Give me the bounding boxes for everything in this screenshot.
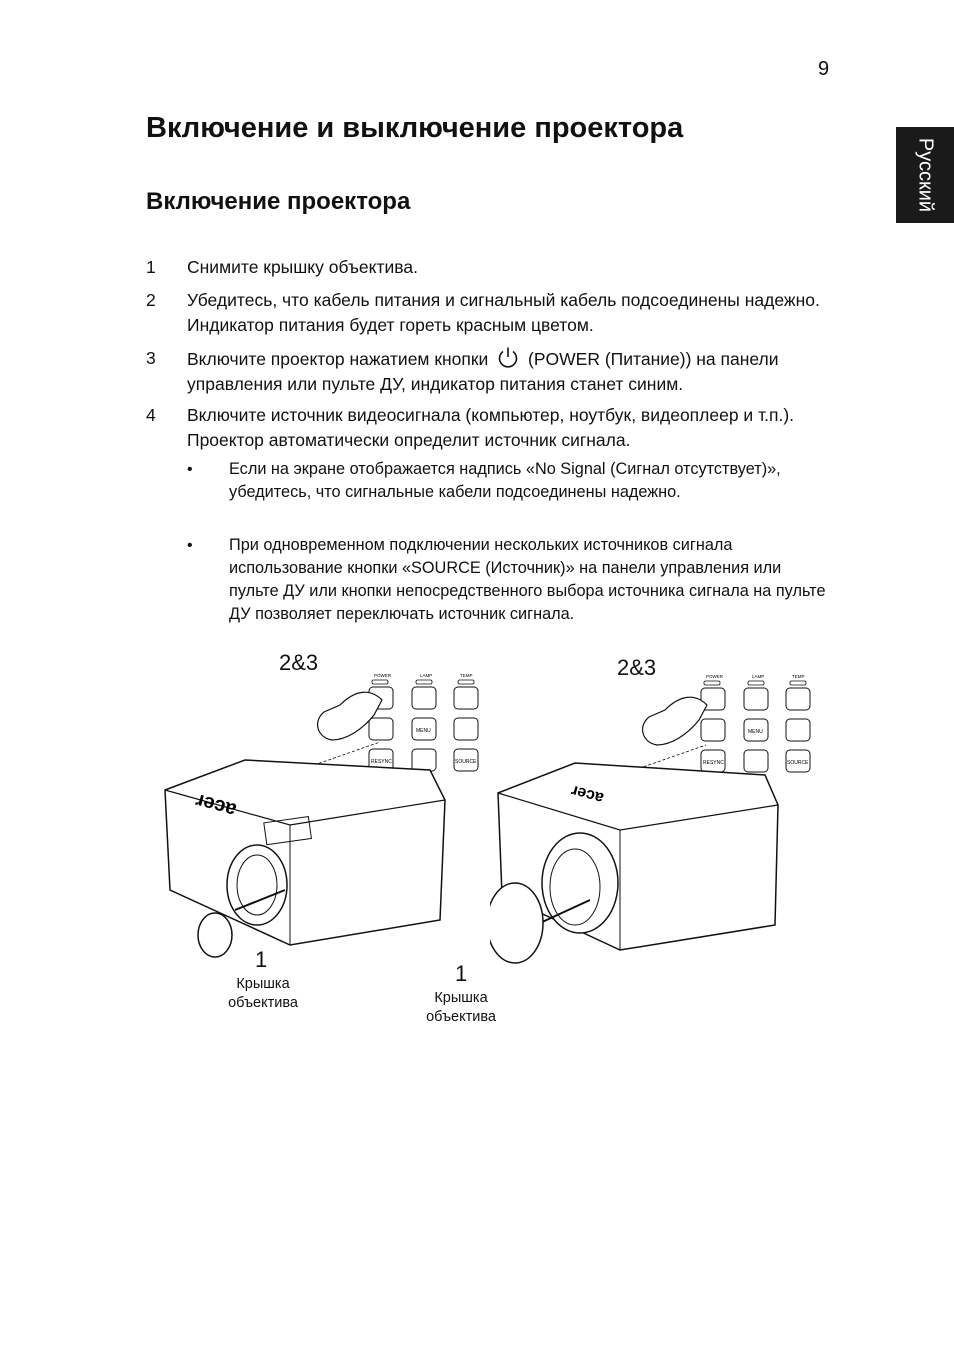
caption-line: Крышка <box>236 976 290 992</box>
lens-cap-illustration <box>198 913 232 957</box>
step-number: 3 <box>146 348 156 368</box>
hand-icon <box>318 692 382 740</box>
step-text: Снимите крышку объектива. <box>187 257 418 277</box>
panel-power-label: POWER <box>706 674 724 679</box>
figure-step-label: 2&3 <box>279 650 319 675</box>
caption-line: объектива <box>228 995 298 1011</box>
power-icon <box>496 346 520 370</box>
language-tab-label: Русский <box>914 137 937 213</box>
projector-illustration <box>150 660 490 960</box>
step-text <box>187 346 837 397</box>
step-number: 4 <box>146 405 156 425</box>
figure-step-label: 2&3 <box>617 655 657 680</box>
panel-source-label: SOURCE <box>787 760 809 766</box>
panel-lamp-label: LAMP <box>420 673 433 678</box>
step-text-after: (POWER (Питание)) на панели управления или пульте ДУ, индикатор питания станет синим. <box>187 349 779 394</box>
panel-temp-label: TEMP <box>792 674 805 679</box>
brand-logo-text: acer <box>569 781 606 807</box>
caption-line: Крышка <box>434 990 488 1006</box>
step-number: 2 <box>146 290 156 310</box>
bullet-mark: • <box>187 461 193 478</box>
bullet-mark: • <box>187 537 193 554</box>
panel-source-label: SOURCE <box>455 759 477 765</box>
hand-icon <box>643 697 707 745</box>
step-text-before: Включите проектор нажатием кнопки <box>187 349 489 369</box>
page-number: 9 <box>818 58 830 80</box>
panel-temp-label: TEMP <box>460 673 473 678</box>
panel-resync-label: RESYNC <box>371 759 392 765</box>
figure-caption <box>208 975 318 1013</box>
control-panel <box>701 674 810 772</box>
caption-line: объектива <box>426 1009 496 1025</box>
panel-menu-label: MENU <box>748 729 763 735</box>
panel-resync-label: RESYNC <box>703 760 724 766</box>
bullet-text: Если на экране отображается надпись «No Signal (Сигнал отсутствует)», убедитесь, что сигнальные кабели подсоединены надежно. <box>229 460 781 501</box>
page-title: Включение и выключение проектора <box>146 112 684 144</box>
panel-menu-label: MENU <box>416 728 431 734</box>
step-number: 1 <box>146 257 156 277</box>
figure-cover-label: 1 <box>455 961 468 986</box>
lens-cap-illustration <box>490 883 543 963</box>
control-panel <box>369 673 478 771</box>
bullet-text: При одновременном подключении нескольких источников сигнала использование кнопки «SOURCE (Источник)» на панели управления или пульте ДУ или кнопки непосредственного выбора источника сигнала на пульте ДУ позволяет переключать источник сигнала. <box>229 536 826 623</box>
figure-caption <box>406 989 516 1027</box>
step-text: Убедитесь, что кабель питания и сигнальный кабель подсоединены надежно. Индикатор питания будет гореть красным цветом. <box>187 290 820 335</box>
step-text: Включите источник видеосигнала (компьютер, ноутбук, видеоплеер и т.п.). Проектор автоматически определит источник сигнала. <box>187 405 795 450</box>
projector-illustration <box>490 665 830 965</box>
figure-cover-label: 1 <box>255 947 268 972</box>
panel-power-label: POWER <box>374 673 392 678</box>
brand-logo-text: acer <box>193 789 239 822</box>
language-tab <box>896 127 954 223</box>
section-title: Включение проектора <box>146 188 411 215</box>
panel-lamp-label: LAMP <box>752 674 765 679</box>
